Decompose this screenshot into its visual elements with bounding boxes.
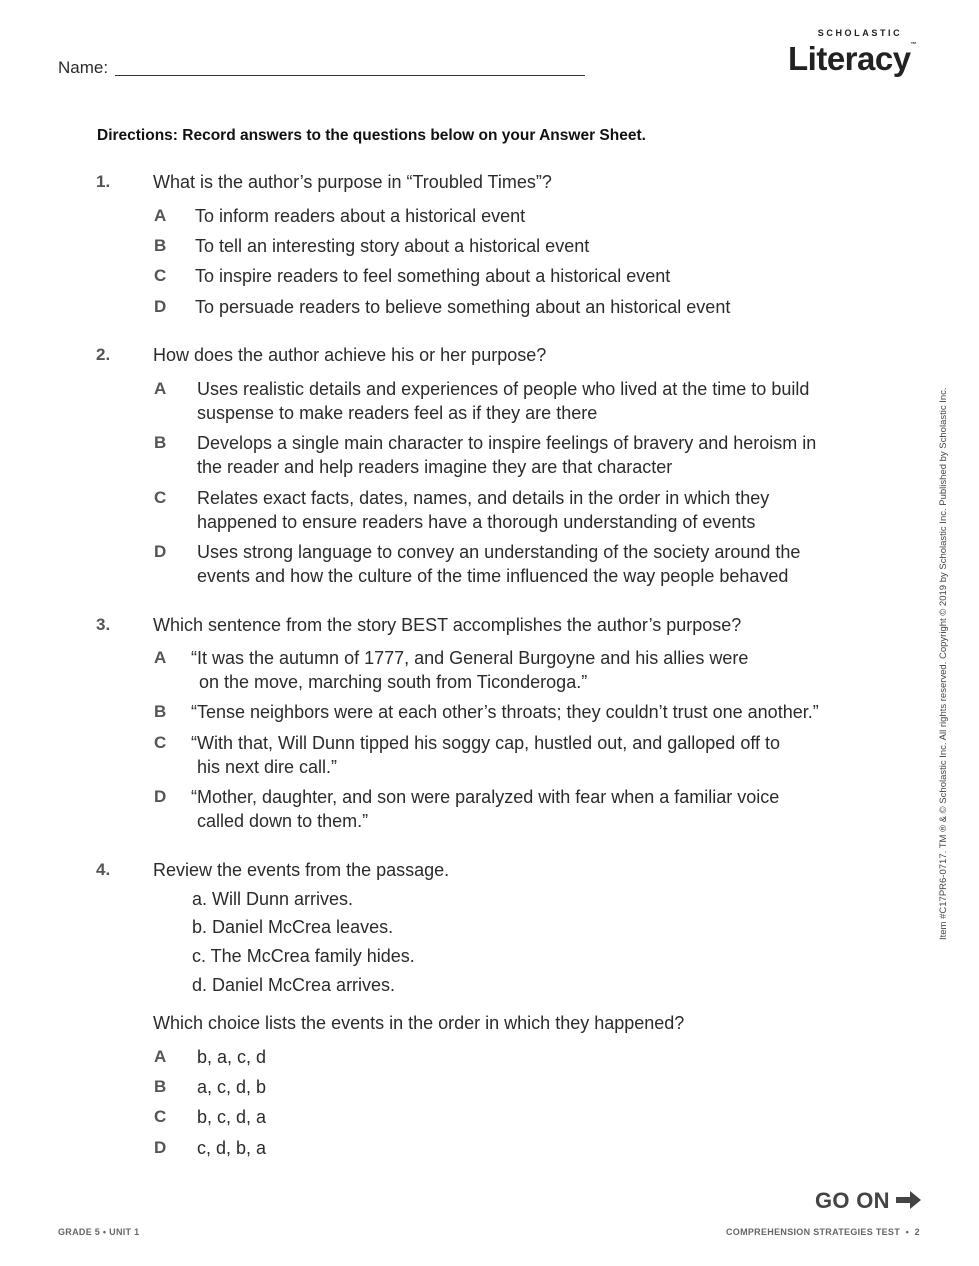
option-text: “It was the autumn of 1777, and General Burgoyne and his allies were on the move, marching south from Ticonderoga.”	[191, 648, 749, 692]
option-text: To inform readers about a historical event	[195, 206, 526, 226]
option-text: Uses strong language to convey an understanding of the society around the events and how the culture of the time influenced the way people behaved	[197, 542, 801, 586]
option-text: To persuade readers to believe something about an historical event	[195, 297, 731, 317]
question-followup: Which choice lists the events in the order in which they happened?	[153, 1013, 685, 1033]
arrow-right-icon	[896, 1190, 922, 1210]
option-letter: D	[154, 787, 167, 806]
option-letter: A	[154, 648, 167, 667]
option-text: a, c, d, b	[197, 1077, 267, 1097]
question-text: Review the events from the passage.	[153, 860, 450, 880]
question-number: 4.	[96, 860, 111, 879]
option-letter: D	[154, 1138, 167, 1157]
option-text: To tell an interesting story about a historical event	[195, 236, 590, 256]
option-letter: D	[154, 297, 167, 316]
directions: Directions: Record answers to the questions below on your Answer Sheet.	[97, 127, 646, 144]
event-item: c. The McCrea family hides.	[192, 946, 415, 966]
question-number: 1.	[96, 172, 111, 191]
name-label: Name:	[58, 58, 109, 77]
option-letter: C	[154, 733, 167, 752]
option-letter: A	[154, 1047, 167, 1066]
scholastic-literacy-logo	[788, 28, 918, 76]
option-letter: D	[154, 542, 167, 561]
question-text: What is the author’s purpose in “Troubled Times”?	[153, 172, 552, 192]
copyright-side-text: Item #C17PR6-0717. TM ® & © Scholastic Inc. All rights reserved. Copyright © 2019 by Scholastic Inc. Published by Scholastic Inc.	[938, 387, 949, 940]
event-item: b. Daniel McCrea leaves.	[192, 917, 394, 937]
option-letter: B	[154, 702, 167, 721]
footer-grade-unit: GRADE 5 • UNIT 1	[58, 1227, 140, 1237]
option-letter: B	[154, 433, 167, 452]
question-number: 2.	[96, 345, 111, 364]
option-text: b, a, c, d	[197, 1047, 267, 1067]
go-on-indicator	[815, 1188, 922, 1214]
option-text: “Tense neighbors were at each other’s throats; they couldn’t trust one another.”	[191, 702, 819, 722]
logo-brand: SCHOLASTIC	[817, 28, 903, 38]
footer-test-page: COMPREHENSION STRATEGIES TEST • 2	[725, 1227, 920, 1237]
go-on-label: GO ON	[815, 1188, 890, 1213]
option-text: “Mother, daughter, and son were paralyzed with fear when a familiar voice called down to them.”	[191, 787, 780, 831]
question-text: How does the author achieve his or her purpose?	[153, 345, 547, 365]
option-text: To inspire readers to feel something about a historical event	[195, 266, 671, 286]
question-number: 3.	[96, 615, 111, 634]
logo-product: Literacy™	[788, 40, 917, 77]
option-text: Develops a single main character to inspire feelings of bravery and heroism in the reader and help readers imagine they are that character	[197, 433, 817, 477]
option-letter: C	[154, 1107, 167, 1126]
option-text: Relates exact facts, dates, names, and details in the order in which they happened to ensure readers have a thorough understanding of events	[197, 488, 770, 532]
option-text: c, d, b, a	[197, 1138, 267, 1158]
option-letter: C	[154, 488, 167, 507]
option-text: b, c, d, a	[197, 1107, 267, 1127]
option-letter: B	[154, 236, 167, 255]
event-item: d. Daniel McCrea arrives.	[192, 975, 396, 995]
option-letter: A	[154, 206, 167, 225]
event-item: a. Will Dunn arrives.	[192, 889, 354, 909]
name-field[interactable]	[115, 75, 585, 76]
option-text: Uses realistic details and experiences of people who lived at the time to build suspense to make readers feel as if they are there	[197, 379, 810, 423]
question-text: Which sentence from the story BEST accomplishes the author’s purpose?	[153, 615, 742, 635]
option-letter: C	[154, 266, 167, 285]
option-letter: A	[154, 379, 167, 398]
option-letter: B	[154, 1077, 167, 1096]
option-text: “With that, Will Dunn tipped his soggy cap, hustled out, and galloped off to his next dire call.”	[191, 733, 781, 777]
